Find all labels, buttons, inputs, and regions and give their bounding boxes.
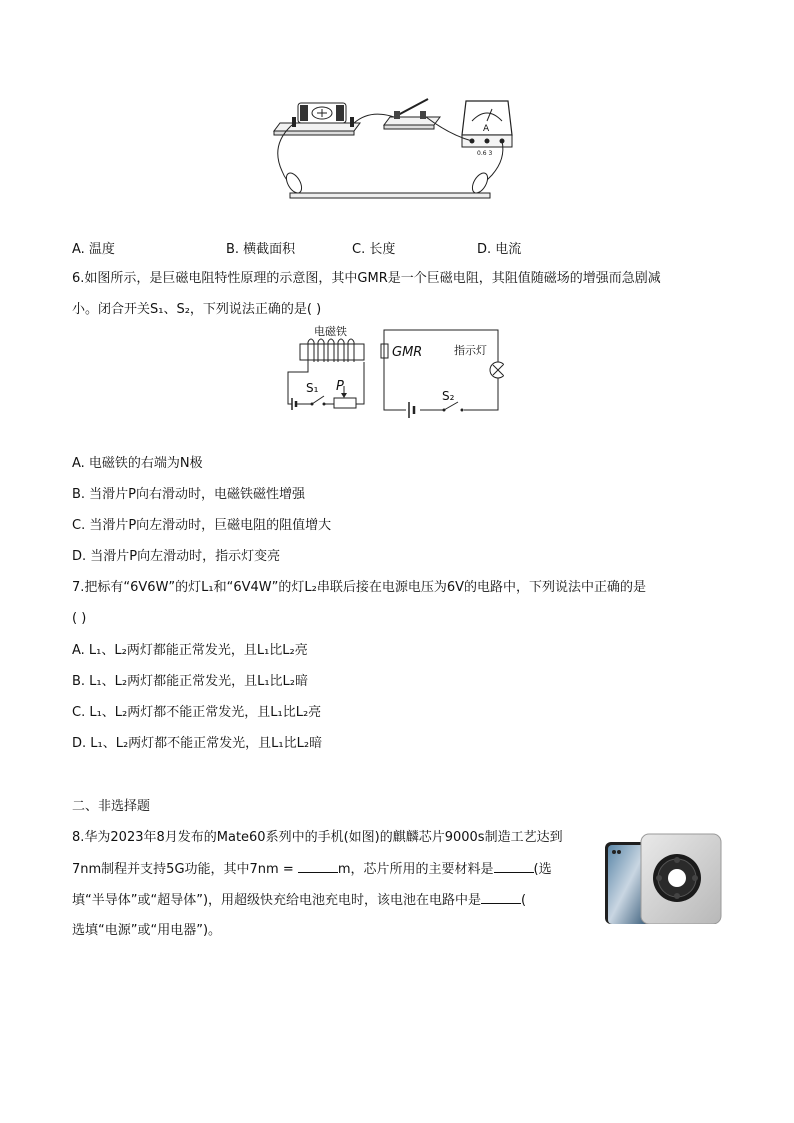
q7-option-b: B. L₁、L₂两灯都能正常发光，且L₁比L₂暗: [72, 674, 308, 689]
gmr-label: GMR: [392, 345, 423, 360]
q8-line2-part3: (选: [533, 862, 552, 877]
q5-circuit-figure: [270, 95, 530, 205]
ammeter-letter: A: [483, 124, 490, 134]
q8-line4: 选填“电源”或“用电器”)。: [72, 923, 222, 938]
q6-stem-line1: 6.如图所示，是巨磁电阻特性原理的示意图，其中GMR是一个巨磁电阻，其阻值随磁场的增强而急剧减: [72, 271, 661, 286]
phone-image: [603, 832, 723, 924]
q8-line3: [72, 891, 526, 910]
q6-option-c: C. 当滑片P向左滑动时，巨磁电阻的阻值增大: [72, 518, 332, 533]
q6-option-a: A. 电磁铁的右端为N极: [72, 456, 203, 471]
q8-blank-3[interactable]: [481, 891, 521, 904]
q7-option-d: D. L₁、L₂两灯都不能正常发光，且L₁比L₂暗: [72, 736, 323, 751]
q5-option-c: C. 长度: [352, 242, 396, 257]
electromagnet-label: 电磁铁: [314, 325, 347, 338]
q5-option-a: A. 温度: [72, 242, 115, 257]
q8-line1: 8.华为2023年8月发布的Mate60系列中的手机(如图)的麒麟芯片9000s制造工艺达到: [72, 830, 563, 845]
q7-stem-line1: 7.把标有“6V6W”的灯L₁和“6V4W”的灯L₂串联后接在电源电压为6V的电路中，下列说法中正确的是: [72, 580, 646, 595]
q7-option-c: C. L₁、L₂两灯都不能正常发光，且L₁比L₂亮: [72, 705, 322, 720]
q8-line3-part2: (: [521, 893, 527, 908]
q7-option-a: A. L₁、L₂两灯都能正常发光，且L₁比L₂亮: [72, 643, 308, 658]
s1-label: S₁: [306, 381, 319, 395]
q8-blank-2[interactable]: [494, 860, 534, 873]
q8-line2: [72, 860, 552, 879]
s2-label: S₂: [442, 389, 455, 403]
ammeter-scale: 0.6 3: [477, 150, 493, 157]
q7-stem-line2: ( ): [72, 611, 87, 626]
q8-line2-part2: m，芯片所用的主要材料是: [337, 862, 494, 877]
q6-stem-line2: 小。闭合开关S₁、S₂，下列说法正确的是( ): [72, 302, 322, 317]
q8-line3-part1: 填“半导体”或“超导体”)，用超级快充给电池充电时，该电池在电路中是: [72, 893, 482, 908]
q6-option-d: D. 当滑片P向左滑动时，指示灯变亮: [72, 549, 281, 564]
q6-option-b: B. 当滑片P向右滑动时，电磁铁磁性增强: [72, 487, 306, 502]
q8-blank-1[interactable]: [298, 860, 338, 873]
q6-circuit-figure: [278, 322, 504, 418]
q5-option-d: D. 电流: [477, 242, 522, 257]
p-label: P: [336, 379, 344, 394]
q5-option-b: B. 横截面积: [226, 242, 296, 257]
section-title: 二、非选择题: [72, 799, 151, 814]
lamp-label: 指示灯: [454, 344, 487, 357]
q8-line2-part1: 7nm制程并支持5G功能，其中7nm =: [72, 862, 298, 877]
